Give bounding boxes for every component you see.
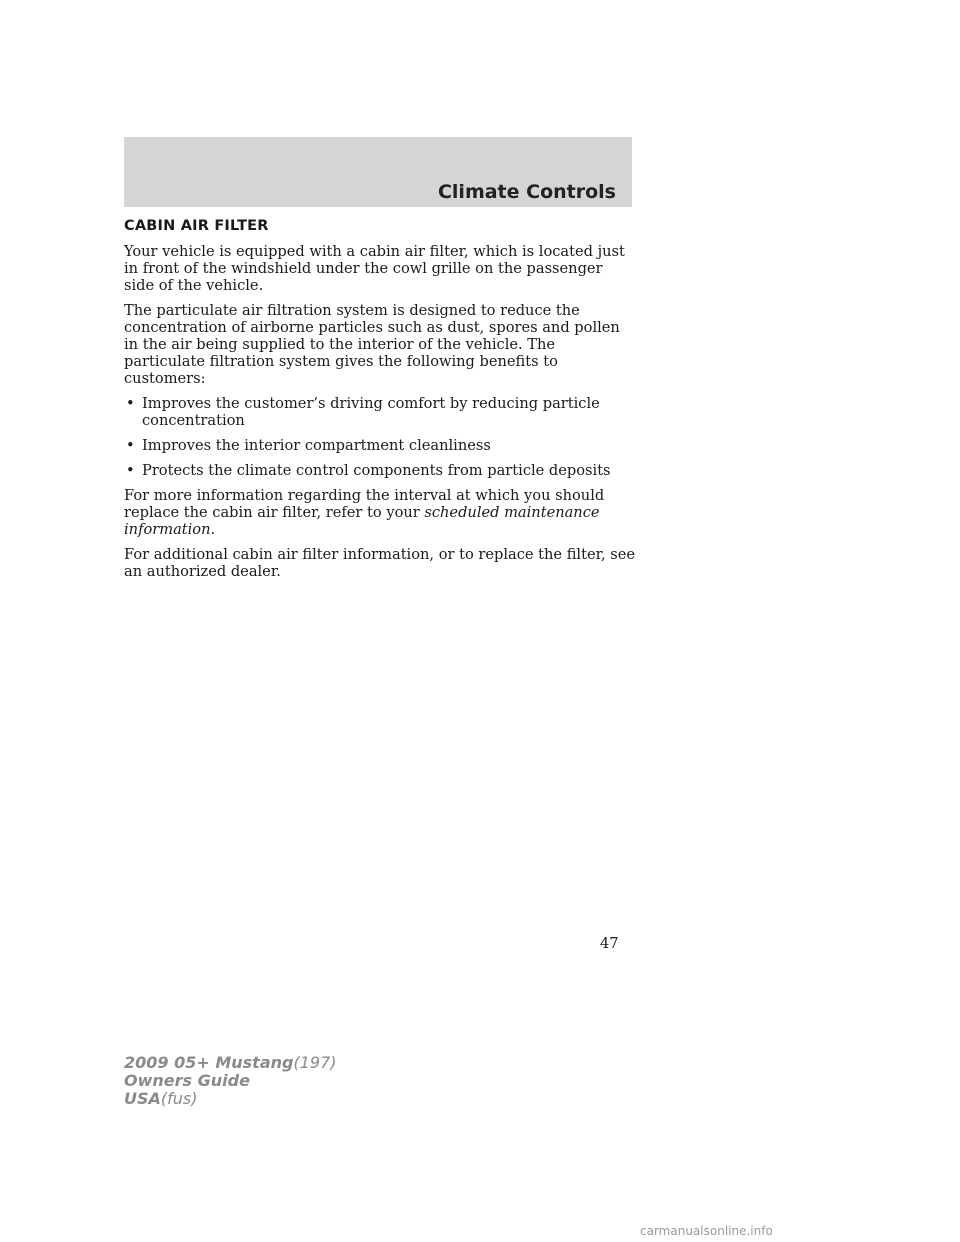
list-item: • Protects the climate control components from particle deposits <box>126 462 611 479</box>
maintenance-reference: scheduled maintenance information. <box>124 504 600 538</box>
bullet-icon: • <box>126 395 135 412</box>
bullet-icon: • <box>126 437 135 454</box>
list-item: • Improves the customer’s driving comfort by reducing particle concentration <box>126 395 600 429</box>
paragraph-interval: For more information regarding the interval at which you should replace the cabin air filter, refer to your scheduled maintenance information. <box>124 487 605 538</box>
paragraph-filtration-system: The particulate air filtration system is designed to reduce the concentration of airborne particles such as dust, spores and pollen in the air being supplied to the interior of the vehicle. The particulate filtration system gives the following benefits to customers: <box>124 302 620 387</box>
page-number: 47 <box>600 935 619 952</box>
footer-line-model: 2009 05+ Mustang(197) <box>124 1053 337 1072</box>
document-footer <box>124 1054 337 1108</box>
paragraph-dealer: For additional cabin air filter information, or to replace the filter, see an authorized dealer. <box>124 546 636 580</box>
section-heading: CABIN AIR FILTER <box>124 218 269 234</box>
bullet-icon: • <box>126 462 135 479</box>
footer-line-market: USA(fus) <box>124 1089 198 1108</box>
list-item: • Improves the interior compartment cleanliness <box>126 437 491 454</box>
watermark: carmanualsonline.info <box>640 1224 773 1238</box>
benefits-list <box>124 395 636 479</box>
chapter-header-band <box>124 137 632 207</box>
paragraph-location: Your vehicle is equipped with a cabin air filter, which is located just in front of the windshield under the cowl grille on the passenger side of the vehicle. <box>124 243 625 294</box>
page-content <box>124 218 636 588</box>
chapter-title: Climate Controls <box>437 181 616 203</box>
footer-line-guide: Owners Guide <box>124 1071 250 1090</box>
